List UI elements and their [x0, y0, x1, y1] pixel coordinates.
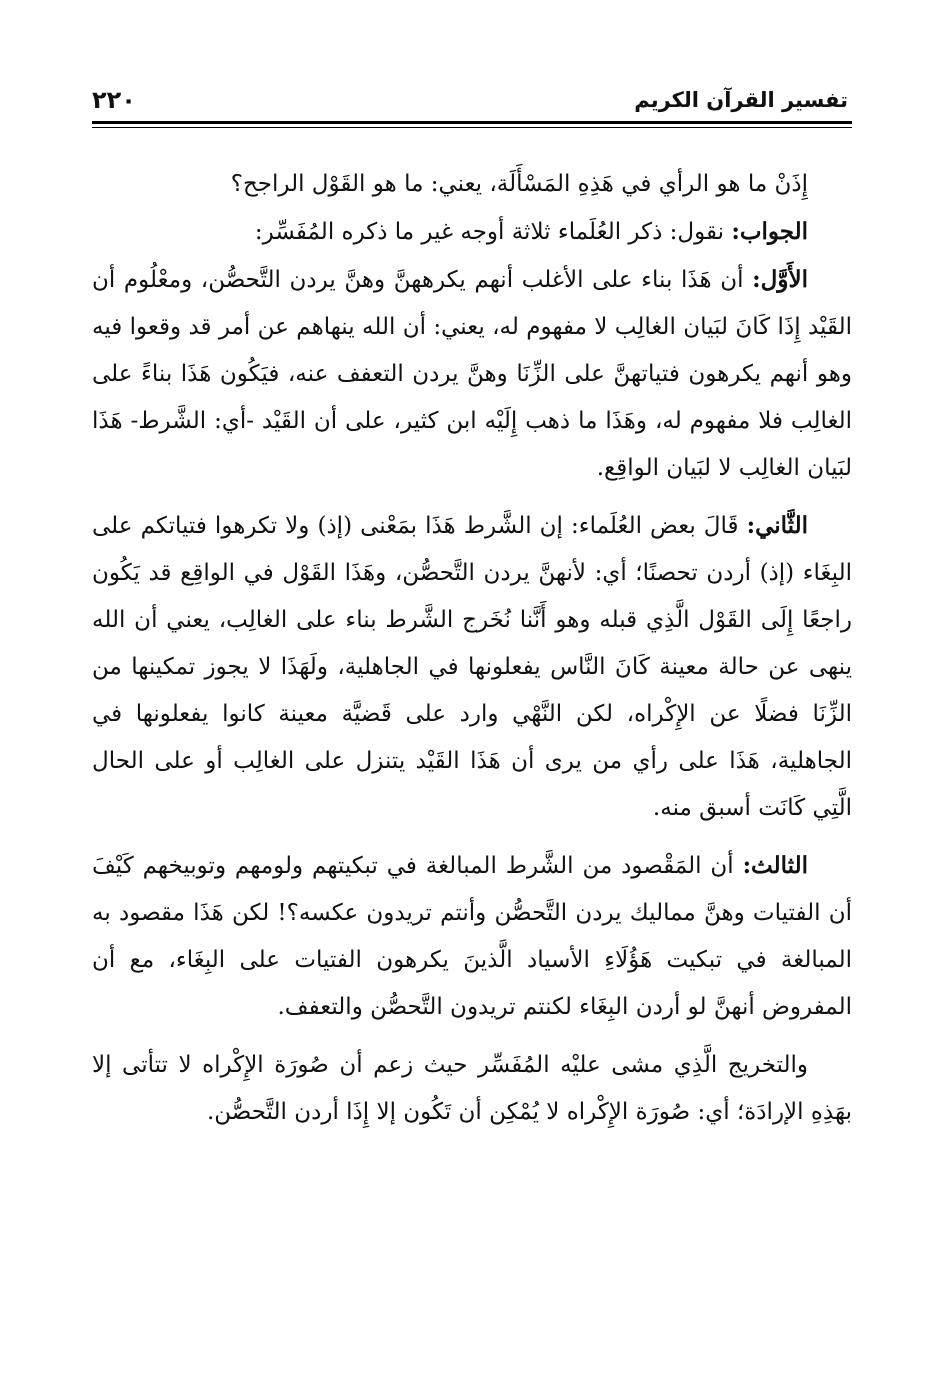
paragraph-answer [92, 208, 852, 256]
paragraph-text: أن المَقْصود من الشَّرط المبالغة في تبكيتهم ولومهم وتوبيخهم كَيْفَ أن الفتيات وهنَّ مماليك يردن التَّحصُّن وأنتم تريدون عكسه؟! لكن هَذَا مقصود به المبالغة في تبكيت هَؤُلَاءِ الأسياد الَّذينَ يكرهون الفتيات على البِغَاء، مع أن المفروض أنهنَّ لو أردن البِغَاء لكنتم تريدون التَّحصُّن والتعفف. [92, 853, 852, 1020]
paragraph-lead: الأَوَّل: [752, 266, 808, 293]
paragraph-third-view [92, 842, 852, 1031]
paragraph-text: أن هَذَا بناء على الأغلب أنهم يكرههنَّ وهنَّ يردن التَّحصُّن، ومعْلُوم أن القَيْد إِذَا كَانَ لبَيان الغالِب لا مفهوم له، يعني: أن الله ينهاهم عن أمر قد وقعوا فيه وهو أنهم يكرهون فتياتهنَّ على الزِّنَا وهنَّ يردن التعفف عنه، فيَكُون هَذَا بناءً على الغالِب فلا مفهوم له، وهَذَا ما ذهب إِلَيْه ابن كثير، على أن القَيْد -أي: الشَّرط- هَذَا لبَيان الغالِب لا لبَيان الواقِع. [92, 267, 852, 481]
page-header [92, 84, 848, 120]
paragraph-text: إِذَنْ ما هو الرأي في هَذِهِ المَسْأَلَة، يعني: ما هو القَوْل الراجح؟ [230, 171, 808, 197]
header-rule-thin [92, 127, 852, 128]
page-number: ٢٢٠ [92, 86, 136, 114]
paragraph-lead: الجواب: [731, 218, 808, 245]
paragraph-lead: الثالث: [742, 852, 808, 879]
header-rule-thick [92, 121, 852, 124]
paragraph-first-view [92, 256, 852, 492]
paragraph-text: نقول: ذكر العُلَماء ثلاثة أوجه غير ما ذكره المُفَسِّر: [254, 219, 732, 245]
paragraph-text: والتخريج الَّذِي مشى عليْه المُفَسِّر حيث زعم أن صُورَة الإِكْراه لا تتأتى إلا بهَذِهِ الإرادَة؛ أي: صُورَة الإِكْراه لا يُمْكِن أن تَكُون إلا إِذَا أردن التَّحصُّن. [92, 1052, 852, 1125]
paragraph-lead: الثَّاني: [746, 512, 808, 539]
paragraph-question [92, 160, 852, 208]
paragraph-conclusion [92, 1041, 852, 1136]
paragraph-second-view [92, 502, 852, 832]
paragraph-text: قَالَ بعض العُلَماء: إن الشَّرط هَذَا بمَعْنى (إذ) ولا تكرهوا فتياتكم على البِغَاء (إذ) أردن تحصنًا؛ أي: لأنهنَّ يردن التَّحصُّن، وهَذَا القَوْل في الواقِع قد يَكُون راجعًا إِلَى القَوْل الَّذِي قبله وهو أَنَّنا نُخَرج الشَّرط بناء على الغالِب، يعني أن الله ينهى عن حالة معينة كَانَ النَّاس يفعلونها في الجاهلية، ولَهَذَا لا يجوز تمكينها من الزِّنَا فضلًا عن الإِكْراه، لكن النَّهْي وارد على قَضيَّة معينة كانوا يفعلونها في الجاهلية، هَذَا على رأي من يرى أن هَذَا القَيْد يتنزل على الغالِب أو على الحال الَّتِي كَانَت أسبق منه. [92, 513, 852, 821]
page-body [92, 160, 852, 1136]
running-title: تفسير القرآن الكريم [634, 88, 848, 112]
